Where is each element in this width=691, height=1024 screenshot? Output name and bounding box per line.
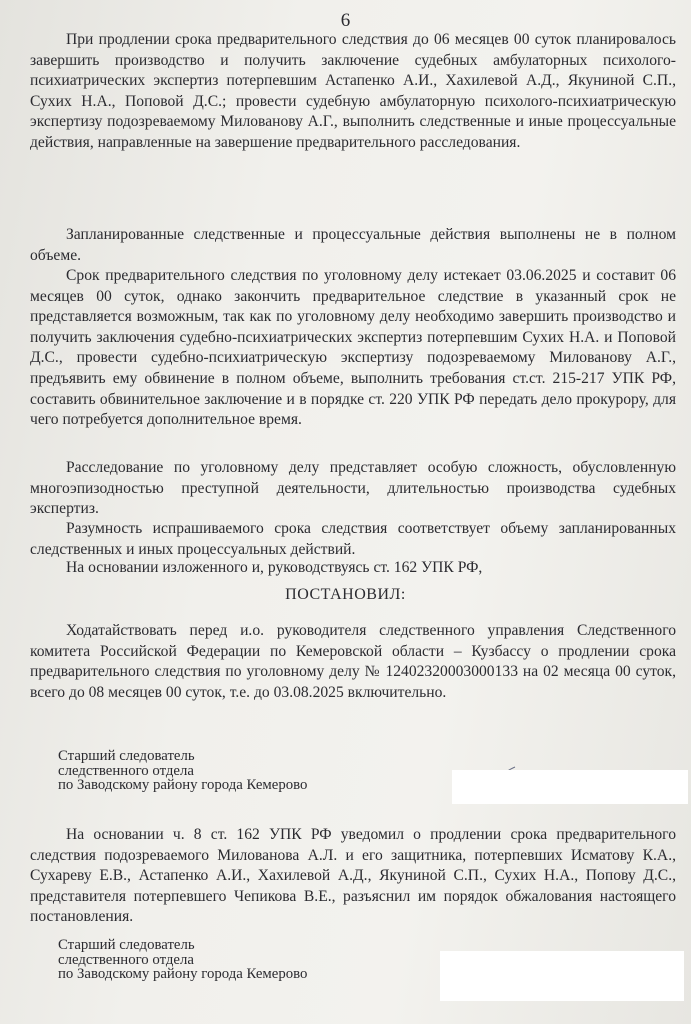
- redacted-signature-2: [440, 951, 684, 1001]
- paragraph-text: Разумность испрашиваемого срока следствия соответствует объему запланированных следственных и иных процессуальных действий.: [30, 520, 676, 558]
- signature-position: Старший следователь: [58, 937, 195, 953]
- paragraph-text: На основании изложенного и, руководствуясь ст. 162 УПК РФ,: [66, 559, 483, 576]
- redacted-signature-1: [452, 770, 688, 804]
- paragraph-text: Расследование по уголовному делу представляет особую сложность, обусловленную многоэпизодностью преступной деятельности, длительностью производства судебных экспертиз.: [30, 459, 676, 518]
- signature-position: Старший следователь: [58, 748, 195, 764]
- paragraph-complexity: [30, 458, 676, 520]
- paragraph-actions-status: [30, 225, 676, 266]
- paragraph-text: Запланированные следственные и процессуальные действия выполнены не в полном объеме.: [30, 226, 676, 264]
- resolution-paragraph: [30, 621, 676, 703]
- signature-district: по Заводскому району города Кемерово: [58, 777, 308, 794]
- paragraph-basis: [30, 558, 676, 579]
- paragraph-prior-extension: [30, 30, 676, 154]
- signature-department: следственного отдела: [58, 951, 194, 968]
- signature-district: по Заводскому району города Кемерово: [58, 966, 308, 983]
- paragraph-text: Ходатайствовать перед и.о. руководителя следственного управления Следственного комитета Российской Федерации по Кемеровской области – Кузбассу о продлении срока предварительного следствия по уголовному делу № 12402320003000133 на 02 месяца 00 суток, всего до 08 месяцев 00 суток, т.е. до 03.08.2025 включительно.: [30, 622, 676, 701]
- notice-paragraph: [30, 825, 676, 928]
- paragraph-text: Срок предварительного следствия по уголовному делу истекает 03.06.2025 и составит 06 месяцев 00 суток, однако закончить предварительное следствие в указанный срок не представляется возможным, так как по уголовному делу необходимо завершить производство и получить заключения судебно-психиатрических экспертиз потерпевшим Сухих Н.А. и Поповой Д.С., провести судебно-психиатрическую экспертизу подозреваемому Милованову А.Г., предъявить ему обвинение в полном объеме, выполнить требования ст.ст. 215-217 УПК РФ, составить обвинительное заключение и в порядке ст. 220 УПК РФ передать дело прокурору, для чего потребуется дополнительное время.: [30, 267, 676, 429]
- page-number: 6: [340, 10, 351, 31]
- signature-block-1: [58, 749, 307, 793]
- signature-department: следственного отдела: [58, 762, 194, 779]
- paragraph-text: На основании ч. 8 ст. 162 УПК РФ уведомил о продлении срока предварительного следствия подозреваемого Милованова А.Л. и его защитника, потерпевших Исматову К.А., Сухареву Е.В., Астапенко А.И., Хахилевой А.Д., Якуниной С.П., Сухих Н.А., Попову Д.С., представителя потерпевшего Чепикова В.Е., разъяснил им порядок обжалования настоящего постановления.: [30, 826, 676, 926]
- paragraph-reasonableness: [30, 519, 676, 560]
- signature-block-2: [58, 938, 307, 982]
- paragraph-deadline: [30, 266, 676, 431]
- paragraph-text: При продлении срока предварительного следствия до 06 месяцев 00 суток планировалось завершить производство и получить заключение судебных амбулаторных психолого-психиатрических экспертиз потерпевшим Астапенко А.И., Хахилевой А.Д., Якуниной С.П., Сухих Н.А., Поповой Д.С.; провести судебную амбулаторную психолого-психиатрическую экспертизу подозреваемому Милованову А.Г., выполнить следственные и иные процессуальные действия, направленные на завершение предварительного расследования.: [30, 31, 676, 151]
- resolution-heading: ПОСТАНОВИЛ:: [285, 586, 406, 603]
